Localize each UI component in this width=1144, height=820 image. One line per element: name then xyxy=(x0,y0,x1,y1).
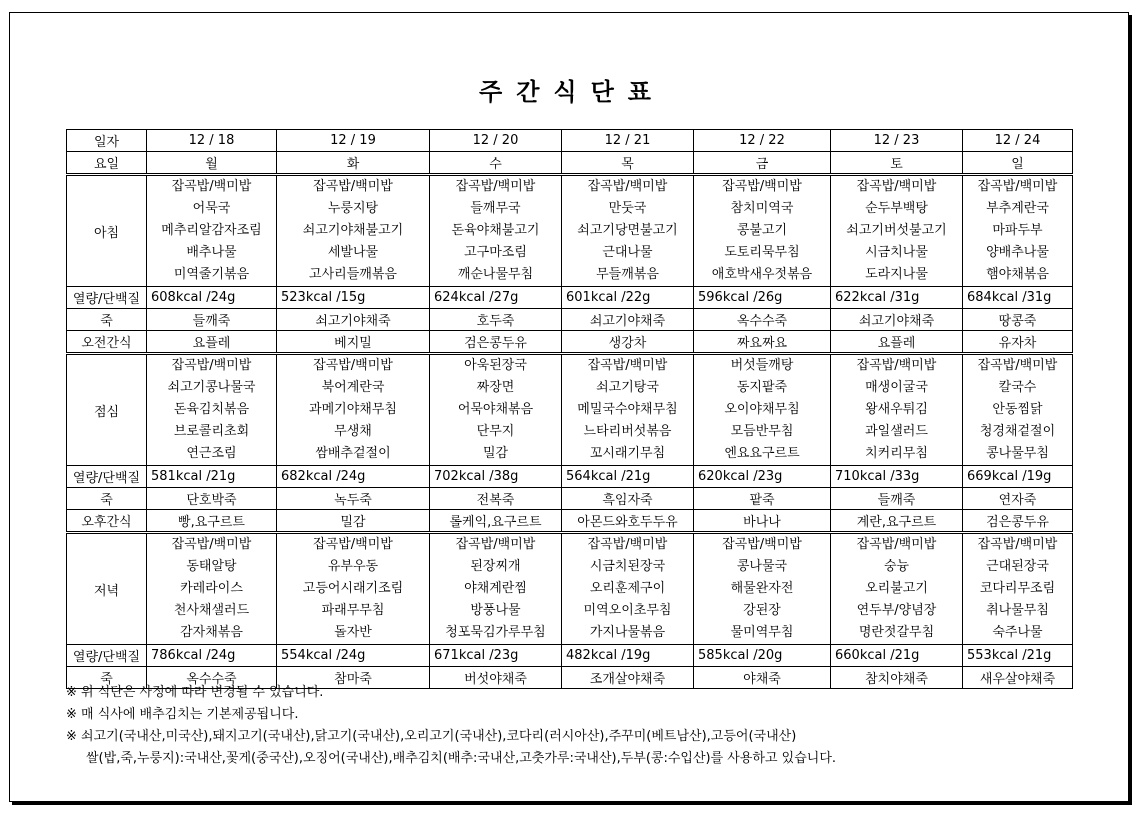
menu-item: 들깨무국 xyxy=(470,201,521,216)
porridge-label: 죽 xyxy=(67,309,147,331)
menu-item: 북어계란국 xyxy=(321,380,385,395)
date-cell-row xyxy=(67,130,1073,152)
lunch-kcal-cell: 620kcal /23g xyxy=(694,466,831,488)
menu-item: 시금치나물 xyxy=(865,245,928,260)
menu-item: 돈육김치볶음 xyxy=(173,402,250,417)
menu-item: 모듬반무침 xyxy=(730,424,794,439)
menu-item: 참치미역국 xyxy=(730,201,794,216)
menu-item: 안동찜닭 xyxy=(992,402,1043,417)
menu-item: 쇠고기버섯불고기 xyxy=(846,223,947,238)
lunch-cell xyxy=(694,354,831,466)
lunch-juk-cell: 녹두죽 xyxy=(277,488,430,510)
date-cell: 12 / 23 xyxy=(831,130,963,152)
lunch-kcal-cell: 710kcal /33g xyxy=(831,466,963,488)
lunch-juk-cell: 팥죽 xyxy=(694,488,831,510)
breakfast-juk-cell: 쇠고기야채죽 xyxy=(277,309,430,331)
pm-snack-cell-row xyxy=(67,510,1073,533)
menu-item: 잡곡밥/백미밥 xyxy=(856,537,937,552)
menu-item: 쇠고기당면불고기 xyxy=(577,223,678,238)
pm-snack-cell: 계란,요구르트 xyxy=(831,510,963,533)
menu-item: 어묵야채볶음 xyxy=(457,402,534,417)
menu-item: 야채계란찜 xyxy=(464,581,527,596)
note-line: 쌀(밥,죽,누룽지):국내산,꽃게(중국산),오징어(국내산),배추김치(배추:국내산,고춧가루:국내산),두부(콩:수입산)를 사용하고 있습니다. xyxy=(86,751,837,766)
breakfast-cell xyxy=(562,175,694,287)
lunch-label: 점심 xyxy=(67,354,147,466)
lunch-cell xyxy=(277,354,430,466)
breakfast-juk-cell: 쇠고기야채죽 xyxy=(562,309,694,331)
menu-item: 감자채볶음 xyxy=(180,625,243,640)
menu-item: 깨순나물무침 xyxy=(457,267,534,282)
lunch-cell xyxy=(147,354,277,466)
dinner-cell xyxy=(694,533,831,645)
lunch-juk-cell: 연자죽 xyxy=(963,488,1073,510)
page-title: 주간식단표 xyxy=(479,78,665,106)
am-snack-cell: 요플레 xyxy=(831,331,963,354)
breakfast-kcal-cell: 684kcal /31g xyxy=(963,287,1073,309)
menu-item: 만둣국 xyxy=(608,201,647,216)
breakfast-cell xyxy=(430,175,562,287)
menu-item: 과일샐러드 xyxy=(865,424,928,439)
date-cell: 12 / 19 xyxy=(277,130,430,152)
menu-item: 시금치된장국 xyxy=(589,559,666,574)
menu-item: 도라지나물 xyxy=(865,267,928,282)
am-snack-cell: 베지밀 xyxy=(277,331,430,354)
menu-item: 잡곡밥/백미밥 xyxy=(171,179,252,194)
breakfast-cell xyxy=(963,175,1073,287)
dinner-kcal-cell: 671kcal /23g xyxy=(430,645,562,667)
am-snack-cell: 유자차 xyxy=(963,331,1073,354)
menu-item: 동태알탕 xyxy=(186,559,237,574)
dinner-kcal-cell: 585kcal /20g xyxy=(694,645,831,667)
menu-item: 단무지 xyxy=(476,424,515,439)
menu-item: 잡곡밥/백미밥 xyxy=(977,358,1058,373)
breakfast-juk-cell: 옥수수죽 xyxy=(694,309,831,331)
lunch-juk-cell: 들깨죽 xyxy=(831,488,963,510)
menu-item: 매생이굴국 xyxy=(865,380,928,395)
menu-item: 미역줄기볶음 xyxy=(173,267,250,282)
date-cell: 12 / 18 xyxy=(147,130,277,152)
am-snack-cell: 짜요짜요 xyxy=(694,331,831,354)
lunch-juk-cell: 흑임자죽 xyxy=(562,488,694,510)
weekday-cell: 일 xyxy=(963,152,1073,175)
breakfast-cell xyxy=(277,175,430,287)
dinner-juk-cell: 야채죽 xyxy=(694,667,831,689)
menu-item: 메추리알감자조림 xyxy=(161,223,262,238)
menu-item: 아욱된장국 xyxy=(464,358,527,373)
am-snack-label: 오전간식 xyxy=(67,331,147,354)
menu-item: 오리불고기 xyxy=(865,581,928,596)
dinner-cell xyxy=(277,533,430,645)
breakfast-label: 아침 xyxy=(67,175,147,287)
menu-item: 무들깨볶음 xyxy=(596,267,659,282)
menu-item: 잡곡밥/백미밥 xyxy=(722,537,802,552)
date-cell: 12 / 24 xyxy=(963,130,1073,152)
menu-item: 동지팥죽 xyxy=(736,380,788,395)
dinner-juk-cell: 새우살야채죽 xyxy=(963,667,1073,689)
menu-item: 잡곡밥/백미밥 xyxy=(587,358,668,373)
breakfast-kcal-cell: 608kcal /24g xyxy=(147,287,277,309)
menu-item: 청경채겉절이 xyxy=(979,424,1056,439)
menu-item: 카레라이스 xyxy=(180,581,243,596)
menu-item: 해물완자전 xyxy=(730,581,794,596)
dinner-kcal-cell: 660kcal /21g xyxy=(831,645,963,667)
menu-item: 잡곡밥/백미밥 xyxy=(455,537,536,552)
lunch-kcal-cell: 702kcal /38g xyxy=(430,466,562,488)
menu-item: 잡곡밥/백미밥 xyxy=(977,179,1058,194)
lunch-kcal-cell: 581kcal /21g xyxy=(147,466,277,488)
lunch-kcal-cell-row xyxy=(67,466,1073,488)
menu-item: 잡곡밥/백미밥 xyxy=(313,179,393,194)
dinner-juk-cell: 참마죽 xyxy=(277,667,430,689)
porridge-label: 죽 xyxy=(67,667,147,689)
menu-item: 잡곡밥/백미밥 xyxy=(313,537,393,552)
menu-item: 미역오이초무침 xyxy=(583,603,672,618)
dinner-cell xyxy=(562,533,694,645)
menu-item: 오리훈제구이 xyxy=(589,581,666,596)
menu-item: 잡곡밥/백미밥 xyxy=(171,358,252,373)
date-label: 일자 xyxy=(67,130,147,152)
menu-item: 파래무무침 xyxy=(321,603,385,618)
dinner-kcal-cell: 553kcal /21g xyxy=(963,645,1073,667)
menu-item: 과메기야채무침 xyxy=(309,402,397,417)
menu-item: 잡곡밥/백미밥 xyxy=(977,537,1058,552)
dinner-cell xyxy=(831,533,963,645)
menu-item: 메밀국수야채무침 xyxy=(577,402,678,417)
date-cell: 12 / 21 xyxy=(562,130,694,152)
menu-item: 잡곡밥/백미밥 xyxy=(587,537,668,552)
dinner-juk-cell: 참치야채죽 xyxy=(831,667,963,689)
pm-snack-cell: 바나나 xyxy=(694,510,831,533)
menu-item: 어묵국 xyxy=(192,201,231,216)
menu-item: 고사리들깨볶음 xyxy=(309,267,397,282)
breakfast-cell xyxy=(147,175,277,287)
menu-item: 누룽지탕 xyxy=(327,201,379,216)
date-cell: 12 / 22 xyxy=(694,130,831,152)
calorie-label: 열량/단백질 xyxy=(67,287,147,309)
am-snack-cell-row xyxy=(67,331,1073,354)
menu-item: 오이야채무침 xyxy=(724,402,800,417)
menu-item: 된장찌개 xyxy=(470,559,521,574)
menu-item: 쌈배추겉절이 xyxy=(315,446,391,461)
weekday-cell-row xyxy=(67,152,1073,175)
menu-item: 명란젓갈무침 xyxy=(858,625,935,640)
menu-item: 콩불고기 xyxy=(736,223,788,238)
menu-item: 방풍나물 xyxy=(470,603,521,618)
menu-item: 잡곡밥/백미밥 xyxy=(313,358,393,373)
menu-item: 브로콜리초회 xyxy=(173,424,250,439)
menu-item: 연두부/양념장 xyxy=(856,603,937,618)
weekday-label: 요일 xyxy=(67,152,147,175)
menu-item: 물미역무침 xyxy=(730,625,794,640)
menu-item: 유부우동 xyxy=(327,559,379,574)
menu-item: 잡곡밥/백미밥 xyxy=(587,179,668,194)
dinner-cell xyxy=(430,533,562,645)
am-snack-cell: 생강차 xyxy=(562,331,694,354)
menu-item: 가지나물볶음 xyxy=(589,625,666,640)
dinner-row xyxy=(67,533,1073,645)
menu-item: 콩나물국 xyxy=(736,559,788,574)
menu-item: 숭늉 xyxy=(883,559,910,574)
breakfast-kcal-cell: 596kcal /26g xyxy=(694,287,831,309)
am-snack-cell: 검은콩두유 xyxy=(430,331,562,354)
menu-item: 연근조림 xyxy=(186,446,237,461)
date-cell: 12 / 20 xyxy=(430,130,562,152)
weekday-cell: 토 xyxy=(831,152,963,175)
menu-item: 꼬시래기무침 xyxy=(589,446,666,461)
menu-item: 애호박새우젓볶음 xyxy=(711,267,813,282)
breakfast-kcal-cell: 601kcal /22g xyxy=(562,287,694,309)
menu-item: 콩나물무침 xyxy=(986,446,1049,461)
calorie-label: 열량/단백질 xyxy=(67,645,147,667)
weekday-cell: 화 xyxy=(277,152,430,175)
menu-item: 버섯들깨탕 xyxy=(730,358,794,373)
pm-snack-cell: 밀감 xyxy=(277,510,430,533)
menu-item: 강된장 xyxy=(743,603,781,618)
menu-item: 청포묵김가루무침 xyxy=(445,625,546,640)
menu-item: 짜장면 xyxy=(476,380,515,395)
note-line: ※ 쇠고기(국내산,미국산),돼지고기(국내산),닭고기(국내산),오리고기(국내산),코다리(러시아산),주꾸미(베트남산),고등어(국내산) xyxy=(66,729,797,744)
menu-item: 고등어시래기조림 xyxy=(302,581,404,596)
note-line: ※ 매 식사에 배추김치는 기본제공됩니다. xyxy=(66,707,299,722)
menu-item: 코다리무조림 xyxy=(979,581,1056,596)
breakfast-row xyxy=(67,175,1073,287)
breakfast-juk-cell-row xyxy=(67,309,1073,331)
breakfast-kcal-cell-row xyxy=(67,287,1073,309)
weekly-menu-table xyxy=(66,129,1073,689)
breakfast-juk-cell: 쇠고기야채죽 xyxy=(831,309,963,331)
breakfast-cell xyxy=(694,175,831,287)
menu-item: 양배추나물 xyxy=(986,245,1049,260)
lunch-juk-cell: 단호박죽 xyxy=(147,488,277,510)
dinner-kcal-cell: 786kcal /24g xyxy=(147,645,277,667)
pm-snack-label: 오후간식 xyxy=(67,510,147,533)
pm-snack-cell: 빵,요구르트 xyxy=(147,510,277,533)
menu-item: 숙주나물 xyxy=(992,625,1043,640)
lunch-kcal-cell: 682kcal /24g xyxy=(277,466,430,488)
menu-item: 쇠고기탕국 xyxy=(596,380,659,395)
menu-item: 치커리무침 xyxy=(865,446,928,461)
porridge-label: 죽 xyxy=(67,488,147,510)
menu-item: 밀감 xyxy=(482,446,509,461)
menu-item: 잡곡밥/백미밥 xyxy=(856,358,937,373)
dinner-kcal-cell: 482kcal /19g xyxy=(562,645,694,667)
menu-item: 도토리묵무침 xyxy=(724,245,800,260)
menu-item: 근대된장국 xyxy=(986,559,1049,574)
lunch-kcal-cell: 669kcal /19g xyxy=(963,466,1073,488)
breakfast-cell xyxy=(831,175,963,287)
note-line: ※ 위 식단은 사정에 따라 변경될 수 있습니다. xyxy=(66,685,324,700)
lunch-juk-cell-row xyxy=(67,488,1073,510)
lunch-cell xyxy=(562,354,694,466)
lunch-cell xyxy=(430,354,562,466)
am-snack-cell: 요플레 xyxy=(147,331,277,354)
menu-item: 고구마조림 xyxy=(464,245,527,260)
menu-item: 배추나물 xyxy=(186,245,237,260)
dinner-kcal-cell-row xyxy=(67,645,1073,667)
menu-item: 취나물무침 xyxy=(986,603,1049,618)
dinner-cell xyxy=(147,533,277,645)
breakfast-juk-cell: 들깨죽 xyxy=(147,309,277,331)
notes xyxy=(66,682,836,770)
dinner-juk-cell: 옥수수죽 xyxy=(147,667,277,689)
weekday-cell: 수 xyxy=(430,152,562,175)
pm-snack-cell: 아몬드와호두두유 xyxy=(562,510,694,533)
menu-item: 햄야채볶음 xyxy=(986,267,1049,282)
menu-item: 잡곡밥/백미밥 xyxy=(171,537,252,552)
menu-item: 돌자반 xyxy=(334,625,372,640)
calorie-label: 열량/단백질 xyxy=(67,466,147,488)
menu-item: 마파두부 xyxy=(992,223,1043,238)
menu-item: 잡곡밥/백미밥 xyxy=(856,179,937,194)
menu-item: 왕새우튀김 xyxy=(865,402,928,417)
dinner-juk-cell: 조개살야채죽 xyxy=(562,667,694,689)
lunch-row xyxy=(67,354,1073,466)
pm-snack-cell: 검은콩두유 xyxy=(963,510,1073,533)
menu-item: 부추계란국 xyxy=(986,201,1049,216)
dinner-kcal-cell: 554kcal /24g xyxy=(277,645,430,667)
menu-item: 잡곡밥/백미밥 xyxy=(722,179,802,194)
dinner-label: 저녁 xyxy=(67,533,147,645)
pm-snack-cell: 롤케익,요구르트 xyxy=(430,510,562,533)
lunch-kcal-cell: 564kcal /21g xyxy=(562,466,694,488)
menu-item: 쇠고기콩나물국 xyxy=(167,380,256,395)
lunch-juk-cell: 전복죽 xyxy=(430,488,562,510)
menu-item: 무생채 xyxy=(334,424,372,439)
menu-item: 천사채샐러드 xyxy=(173,603,250,618)
lunch-cell xyxy=(963,354,1073,466)
lunch-cell xyxy=(831,354,963,466)
weekday-cell: 금 xyxy=(694,152,831,175)
menu-item: 돈육야채불고기 xyxy=(451,223,540,238)
menu-item: 근대나물 xyxy=(602,245,653,260)
breakfast-kcal-cell: 622kcal /31g xyxy=(831,287,963,309)
breakfast-kcal-cell: 523kcal /15g xyxy=(277,287,430,309)
weekday-cell: 목 xyxy=(562,152,694,175)
menu-item: 세발나물 xyxy=(327,245,379,260)
breakfast-kcal-cell: 624kcal /27g xyxy=(430,287,562,309)
menu-item: 쇠고기야채불고기 xyxy=(302,223,404,238)
breakfast-juk-cell: 호두죽 xyxy=(430,309,562,331)
menu-item: 순두부백탕 xyxy=(865,201,928,216)
dinner-juk-cell: 버섯야채죽 xyxy=(430,667,562,689)
dinner-cell xyxy=(963,533,1073,645)
menu-item: 느타리버섯볶음 xyxy=(583,424,672,439)
weekday-cell: 월 xyxy=(147,152,277,175)
menu-item: 엔요요구르트 xyxy=(724,446,800,461)
menu-item: 칼국수 xyxy=(998,380,1037,395)
breakfast-juk-cell: 땅콩죽 xyxy=(963,309,1073,331)
menu-item: 잡곡밥/백미밥 xyxy=(455,179,536,194)
